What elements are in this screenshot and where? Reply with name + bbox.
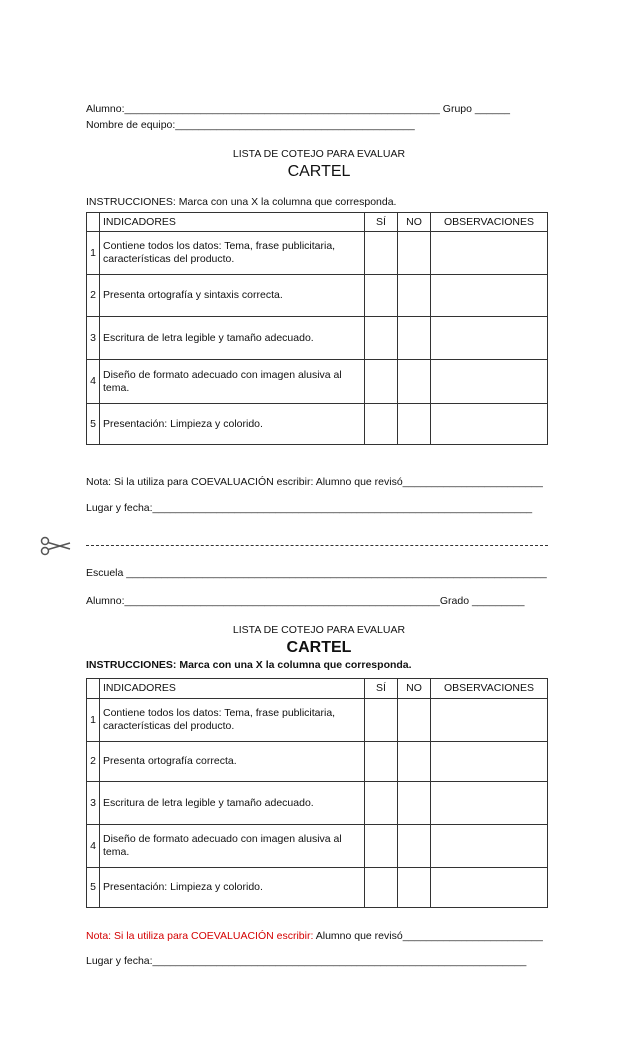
- observaciones-cell[interactable]: [431, 868, 548, 908]
- row-indicator: [100, 699, 365, 742]
- table-row: [87, 317, 548, 360]
- table-row: [87, 699, 548, 742]
- header-indicadores: INDICADORES: [100, 213, 365, 232]
- header-observaciones: OBSERVACIONES: [431, 213, 548, 232]
- observaciones-cell[interactable]: [431, 317, 548, 360]
- indicator-line: Escritura de letra legible y tamaño adecuado.: [103, 331, 314, 344]
- table-row: [87, 825, 548, 868]
- row-indicator: [100, 782, 365, 825]
- nota-rest-text: Alumno que revisó________________________: [313, 930, 543, 942]
- indicator-line: Contiene todos los datos: Tema, frase publicitaria,: [103, 240, 336, 252]
- nota-red-text: Nota: Si la utiliza para COEVALUACIÓN escribir:: [86, 930, 314, 942]
- row-indicator: [100, 742, 365, 782]
- header-si: SÍ: [365, 213, 398, 232]
- indicator-line: características del producto.: [103, 253, 235, 265]
- indicator-line: Contiene todos los datos: Tema, frase publicitaria,: [103, 707, 336, 719]
- row-indicator: [100, 868, 365, 908]
- observaciones-cell[interactable]: [431, 699, 548, 742]
- header-indicadores: INDICADORES: [100, 679, 365, 699]
- indicator-line: Diseño de formato adecuado con imagen alusiva al: [103, 368, 342, 381]
- table-row: [87, 275, 548, 317]
- table-header-row: [87, 679, 548, 699]
- indicator-line: Escritura de letra legible y tamaño adecuado.: [103, 796, 314, 809]
- row-number: 4: [87, 360, 100, 404]
- instructions: INSTRUCCIONES: Marca con una X la columna que corresponda.: [86, 196, 397, 208]
- row-indicator: [100, 825, 365, 868]
- table-row: [87, 232, 548, 275]
- table-row: [87, 742, 548, 782]
- observaciones-cell[interactable]: [431, 825, 548, 868]
- row-number: 1: [87, 232, 100, 275]
- observaciones-cell[interactable]: [431, 742, 548, 782]
- si-cell[interactable]: [365, 699, 398, 742]
- header-num-cell: [87, 213, 100, 232]
- alumno-grado-line: Alumno:______________________________________________________Grado _________: [86, 595, 525, 607]
- table-row: [87, 782, 548, 825]
- row-indicator: [100, 360, 365, 404]
- row-number: 4: [87, 825, 100, 868]
- cut-line: [86, 545, 548, 546]
- indicator-line: tema.: [103, 381, 130, 394]
- si-cell[interactable]: [365, 404, 398, 445]
- header-no: NO: [398, 679, 431, 699]
- row-indicator: [100, 275, 365, 317]
- instructions: INSTRUCCIONES: Marca con una X la columna que corresponda.: [86, 659, 412, 671]
- no-cell[interactable]: [398, 699, 431, 742]
- no-cell[interactable]: [398, 232, 431, 275]
- alumno-grupo-line: Alumno:______________________________________________________ Grupo ______: [86, 103, 510, 115]
- observaciones-cell[interactable]: [431, 782, 548, 825]
- equipo-line: Nombre de equipo:_________________________________________: [86, 119, 415, 131]
- scissors-icon: [40, 536, 72, 556]
- header-no: NO: [398, 213, 431, 232]
- no-cell[interactable]: [398, 275, 431, 317]
- indicator-line: características del producto.: [103, 720, 235, 732]
- nota-line: [86, 930, 543, 943]
- checklist-table: [86, 212, 548, 445]
- checklist-subtitle: LISTA DE COTEJO PARA EVALUAR: [232, 624, 406, 636]
- header-observaciones: OBSERVACIONES: [431, 679, 548, 699]
- row-number: 1: [87, 699, 100, 742]
- indicator-line: Presenta ortografía correcta.: [103, 755, 237, 767]
- table-row: [87, 868, 548, 908]
- si-cell[interactable]: [365, 782, 398, 825]
- indicator-line: Diseño de formato adecuado con imagen alusiva al: [103, 833, 342, 845]
- si-cell[interactable]: [365, 317, 398, 360]
- si-cell[interactable]: [365, 275, 398, 317]
- row-indicator: [100, 232, 365, 275]
- header-num-cell: [87, 679, 100, 699]
- si-cell[interactable]: [365, 232, 398, 275]
- table-row: [87, 404, 548, 445]
- checklist-subtitle: LISTA DE COTEJO PARA EVALUAR: [232, 148, 406, 160]
- table-row: [87, 360, 548, 404]
- table-header-row: [87, 213, 548, 232]
- no-cell[interactable]: [398, 404, 431, 445]
- header-si: SÍ: [365, 679, 398, 699]
- row-number: 5: [87, 868, 100, 908]
- lugar-fecha-line: Lugar y fecha:________________________________________________________________: [86, 955, 527, 967]
- lugar-fecha-line: Lugar y fecha:_________________________________________________________________: [86, 502, 533, 514]
- observaciones-cell[interactable]: [431, 404, 548, 445]
- checklist-title: CARTEL: [286, 639, 352, 656]
- nota-line: Nota: Si la utiliza para COEVALUACIÓN escribir: Alumno que revisó________________________: [86, 476, 543, 488]
- escuela-line: Escuela ________________________________________________________________________: [86, 567, 547, 579]
- checklist-title: CARTEL: [287, 163, 351, 180]
- no-cell[interactable]: [398, 742, 431, 782]
- no-cell[interactable]: [398, 360, 431, 404]
- no-cell[interactable]: [398, 317, 431, 360]
- row-number: 3: [87, 317, 100, 360]
- no-cell[interactable]: [398, 825, 431, 868]
- no-cell[interactable]: [398, 868, 431, 908]
- checklist-table: [86, 678, 548, 908]
- row-number: 2: [87, 742, 100, 782]
- indicator-line: Presenta ortografía y sintaxis correcta.: [103, 289, 283, 301]
- indicator-line: tema.: [103, 846, 130, 858]
- si-cell[interactable]: [365, 742, 398, 782]
- row-number: 2: [87, 275, 100, 317]
- observaciones-cell[interactable]: [431, 232, 548, 275]
- observaciones-cell[interactable]: [431, 360, 548, 404]
- indicator-line: Presentación: Limpieza y colorido.: [103, 417, 263, 430]
- indicator-line: Presentación: Limpieza y colorido.: [103, 881, 263, 893]
- no-cell[interactable]: [398, 782, 431, 825]
- observaciones-cell[interactable]: [431, 275, 548, 317]
- si-cell[interactable]: [365, 868, 398, 908]
- si-cell[interactable]: [365, 825, 398, 868]
- si-cell[interactable]: [365, 360, 398, 404]
- row-indicator: [100, 317, 365, 360]
- row-number: 3: [87, 782, 100, 825]
- row-indicator: [100, 404, 365, 445]
- row-number: 5: [87, 404, 100, 445]
